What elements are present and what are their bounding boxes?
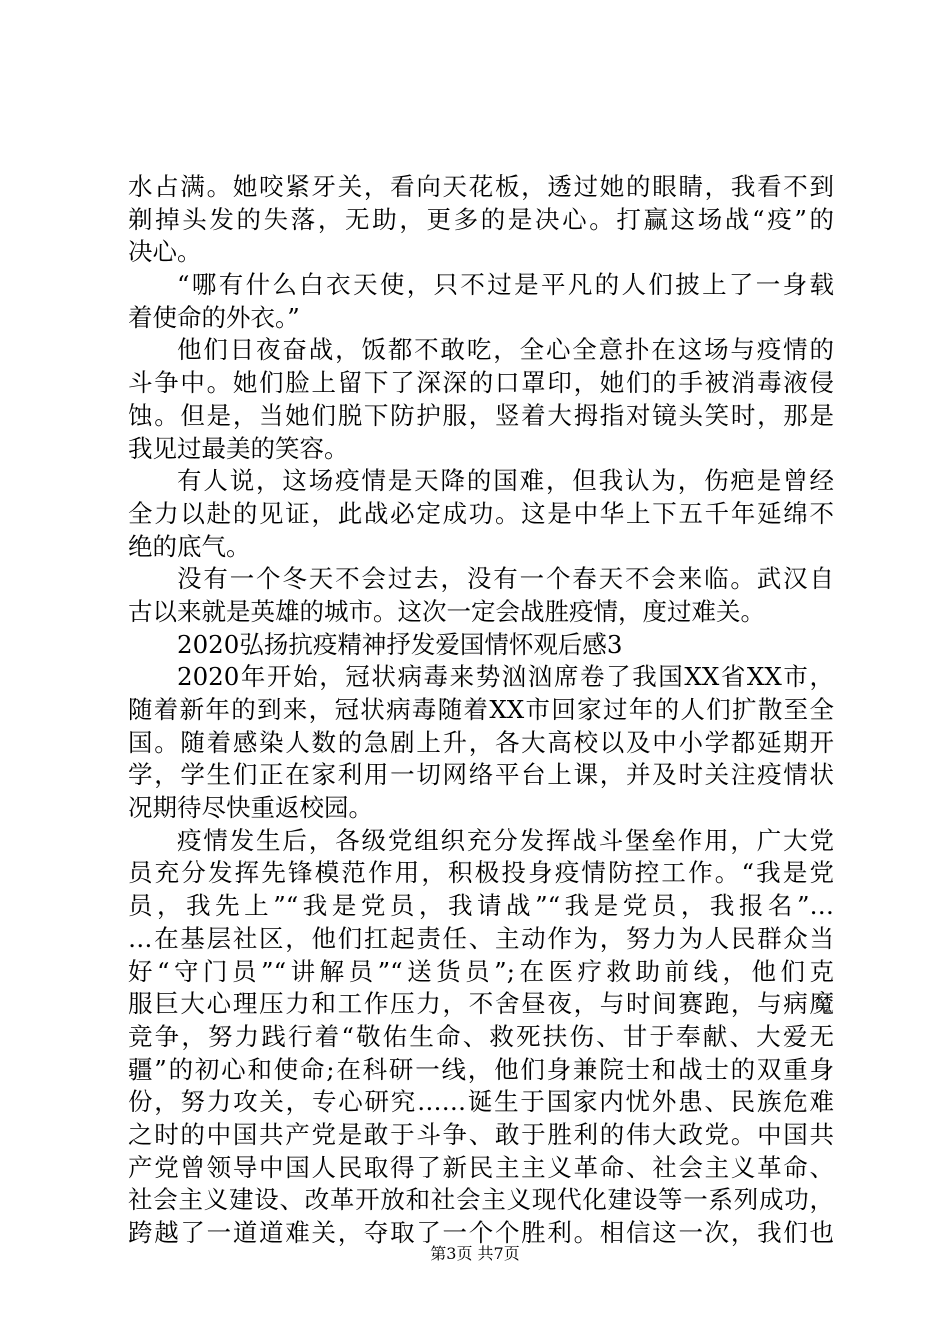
text-line: 2020弘扬抗疫精神抒发爱国情怀观后感3 (177, 629, 623, 659)
text-line: 着使命的外衣。” (128, 302, 300, 332)
text-line: 他们日夜奋战，饭都不敢吃，全心全意扑在这场与疫情的 (177, 335, 834, 365)
text-line: 跨越了一道道难关，夺取了一个个胜利。相信这一次，我们也 (128, 1218, 834, 1247)
text-line: 剃掉头发的失落，无助，更多的是决心。打赢这场战“疫”的 (128, 204, 834, 234)
text-line: 之时的中国共产党是敢于斗争、敢于胜利的伟大政党。中国共 (128, 1119, 834, 1149)
text-line: 竞争，努力践行着“敬佑生命、救死扶伤、甘于奉献、大爱无 (128, 1021, 834, 1051)
text-line: 全力以赴的见证，此战必定成功。这是中华上下五千年延绵不 (128, 498, 834, 528)
text-line: 随着新年的到来，冠状病毒随着XX市回家过年的人们扩散至全 (128, 695, 834, 724)
text-line: 疆”的初心和使命;在科研一线，他们身兼院士和战士的双重身 (128, 1054, 834, 1084)
text-line: 员，我先上”“我是党员，我请战”“我是党员，我报名”… (128, 891, 834, 921)
text-line: 产党曾领导中国人民取得了新民主主义革命、社会主义革命、 (128, 1152, 834, 1182)
text-line: 国。随着感染人数的急剧上升，各大高校以及中小学都延期开 (128, 727, 834, 757)
text-line: 没有一个冬天不会过去，没有一个春天不会来临。武汉自 (177, 564, 834, 594)
text-line: 决心。 (128, 237, 202, 267)
text-line: 服巨大心理压力和工作压力，不舍昼夜，与时间赛跑，与病魔 (128, 989, 834, 1019)
text-line: 古以来就是英雄的城市。这次一定会战胜疫情，度过难关。 (128, 596, 765, 626)
text-line: 蚀。但是，当她们脱下防护服，竖着大拇指对镜头笑时，那是 (128, 400, 834, 430)
text-line: 2020年开始，冠状病毒来势汹汹席卷了我国XX省XX市， (177, 662, 834, 692)
text-line: 学，学生们正在家利用一切网络平台上课，并及时关注疫情状 (128, 760, 834, 790)
text-line: 斗争中。她们脸上留下了深深的口罩印，她们的手被消毒液侵 (128, 368, 834, 398)
text-line: …在基层社区，他们扛起责任、主动作为，努力为人民群众当 (128, 923, 834, 953)
text-line: 有人说，这场疫情是天降的国难，但我认为，伤疤是曾经 (177, 466, 834, 496)
text-line: 员充分发挥先锋模范作用，积极投身疫情防控工作。“我是党 (128, 858, 834, 888)
text-line: 绝的底气。 (128, 531, 251, 561)
text-line: 份，努力攻关，专心研究……诞生于国家内忧外患、民族危难 (128, 1087, 834, 1117)
body-text (128, 171, 834, 1250)
text-line: 况期待尽快重返校园。 (128, 793, 373, 823)
text-line: 我见过最美的笑容。 (128, 433, 349, 463)
text-line: 水占满。她咬紧牙关，看向天花板，透过她的眼睛，我看不到 (128, 172, 834, 201)
text-line: “哪有什么白衣天使，只不过是平凡的人们披上了一身载 (177, 270, 834, 300)
text-line: 疫情发生后，各级党组织充分发挥战斗堡垒作用，广大党 (177, 825, 834, 855)
text-line: 社会主义建设、改革开放和社会主义现代化建设等一系列成功， (128, 1185, 834, 1215)
page-footer: 第3页 共7页 (430, 1244, 520, 1263)
text-line: 好“守门员”“讲解员”“送货员”;在医疗救助前线，他们克 (128, 956, 834, 986)
